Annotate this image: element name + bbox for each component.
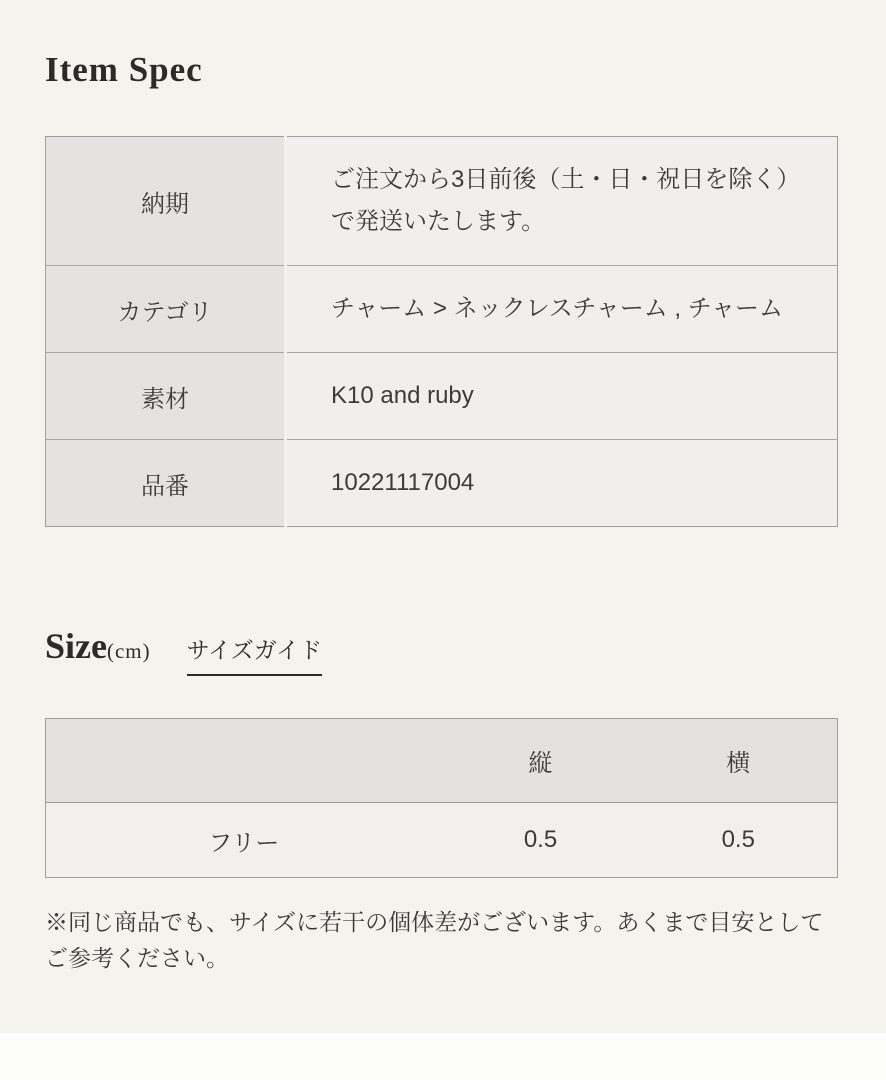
table-row	[46, 440, 838, 527]
spec-value-item-number: 10221117004	[286, 440, 838, 527]
size-table-data-row	[46, 803, 838, 878]
spec-label-category: カテゴリ	[46, 266, 286, 353]
size-header-blank	[46, 719, 442, 803]
table-row	[46, 137, 838, 266]
size-guide-link[interactable]: サイズガイド	[187, 632, 322, 676]
spec-label-material: 素材	[46, 353, 286, 440]
spec-value-delivery: ご注文から3日前後（土・日・祝日を除く）で発送いたします。	[286, 137, 838, 266]
spec-label-item-number: 品番	[46, 440, 286, 527]
spec-value-category: チャーム > ネックレスチャーム , チャーム	[286, 266, 838, 353]
size-header-height: 縦	[442, 719, 640, 803]
size-heading-row	[45, 625, 841, 676]
size-value-height: 0.5	[442, 803, 640, 878]
table-row	[46, 266, 838, 353]
size-unit-label: (cm)	[106, 639, 151, 663]
item-spec-title: Item Spec	[45, 50, 203, 89]
size-table-header-row	[46, 719, 838, 803]
size-table	[45, 718, 838, 878]
size-row-name: フリー	[46, 803, 442, 878]
size-header-width: 横	[640, 719, 838, 803]
item-spec-table	[45, 136, 838, 527]
size-title	[45, 625, 151, 667]
spec-value-material: K10 and ruby	[286, 353, 838, 440]
size-value-width: 0.5	[640, 803, 838, 878]
size-title-text: Size	[45, 626, 107, 666]
size-disclaimer-note: ※同じ商品でも、サイズに若干の個体差がございます。あくまで目安としてご参考ください。	[45, 909, 824, 971]
table-row	[46, 353, 838, 440]
spec-label-delivery: 納期	[46, 137, 286, 266]
